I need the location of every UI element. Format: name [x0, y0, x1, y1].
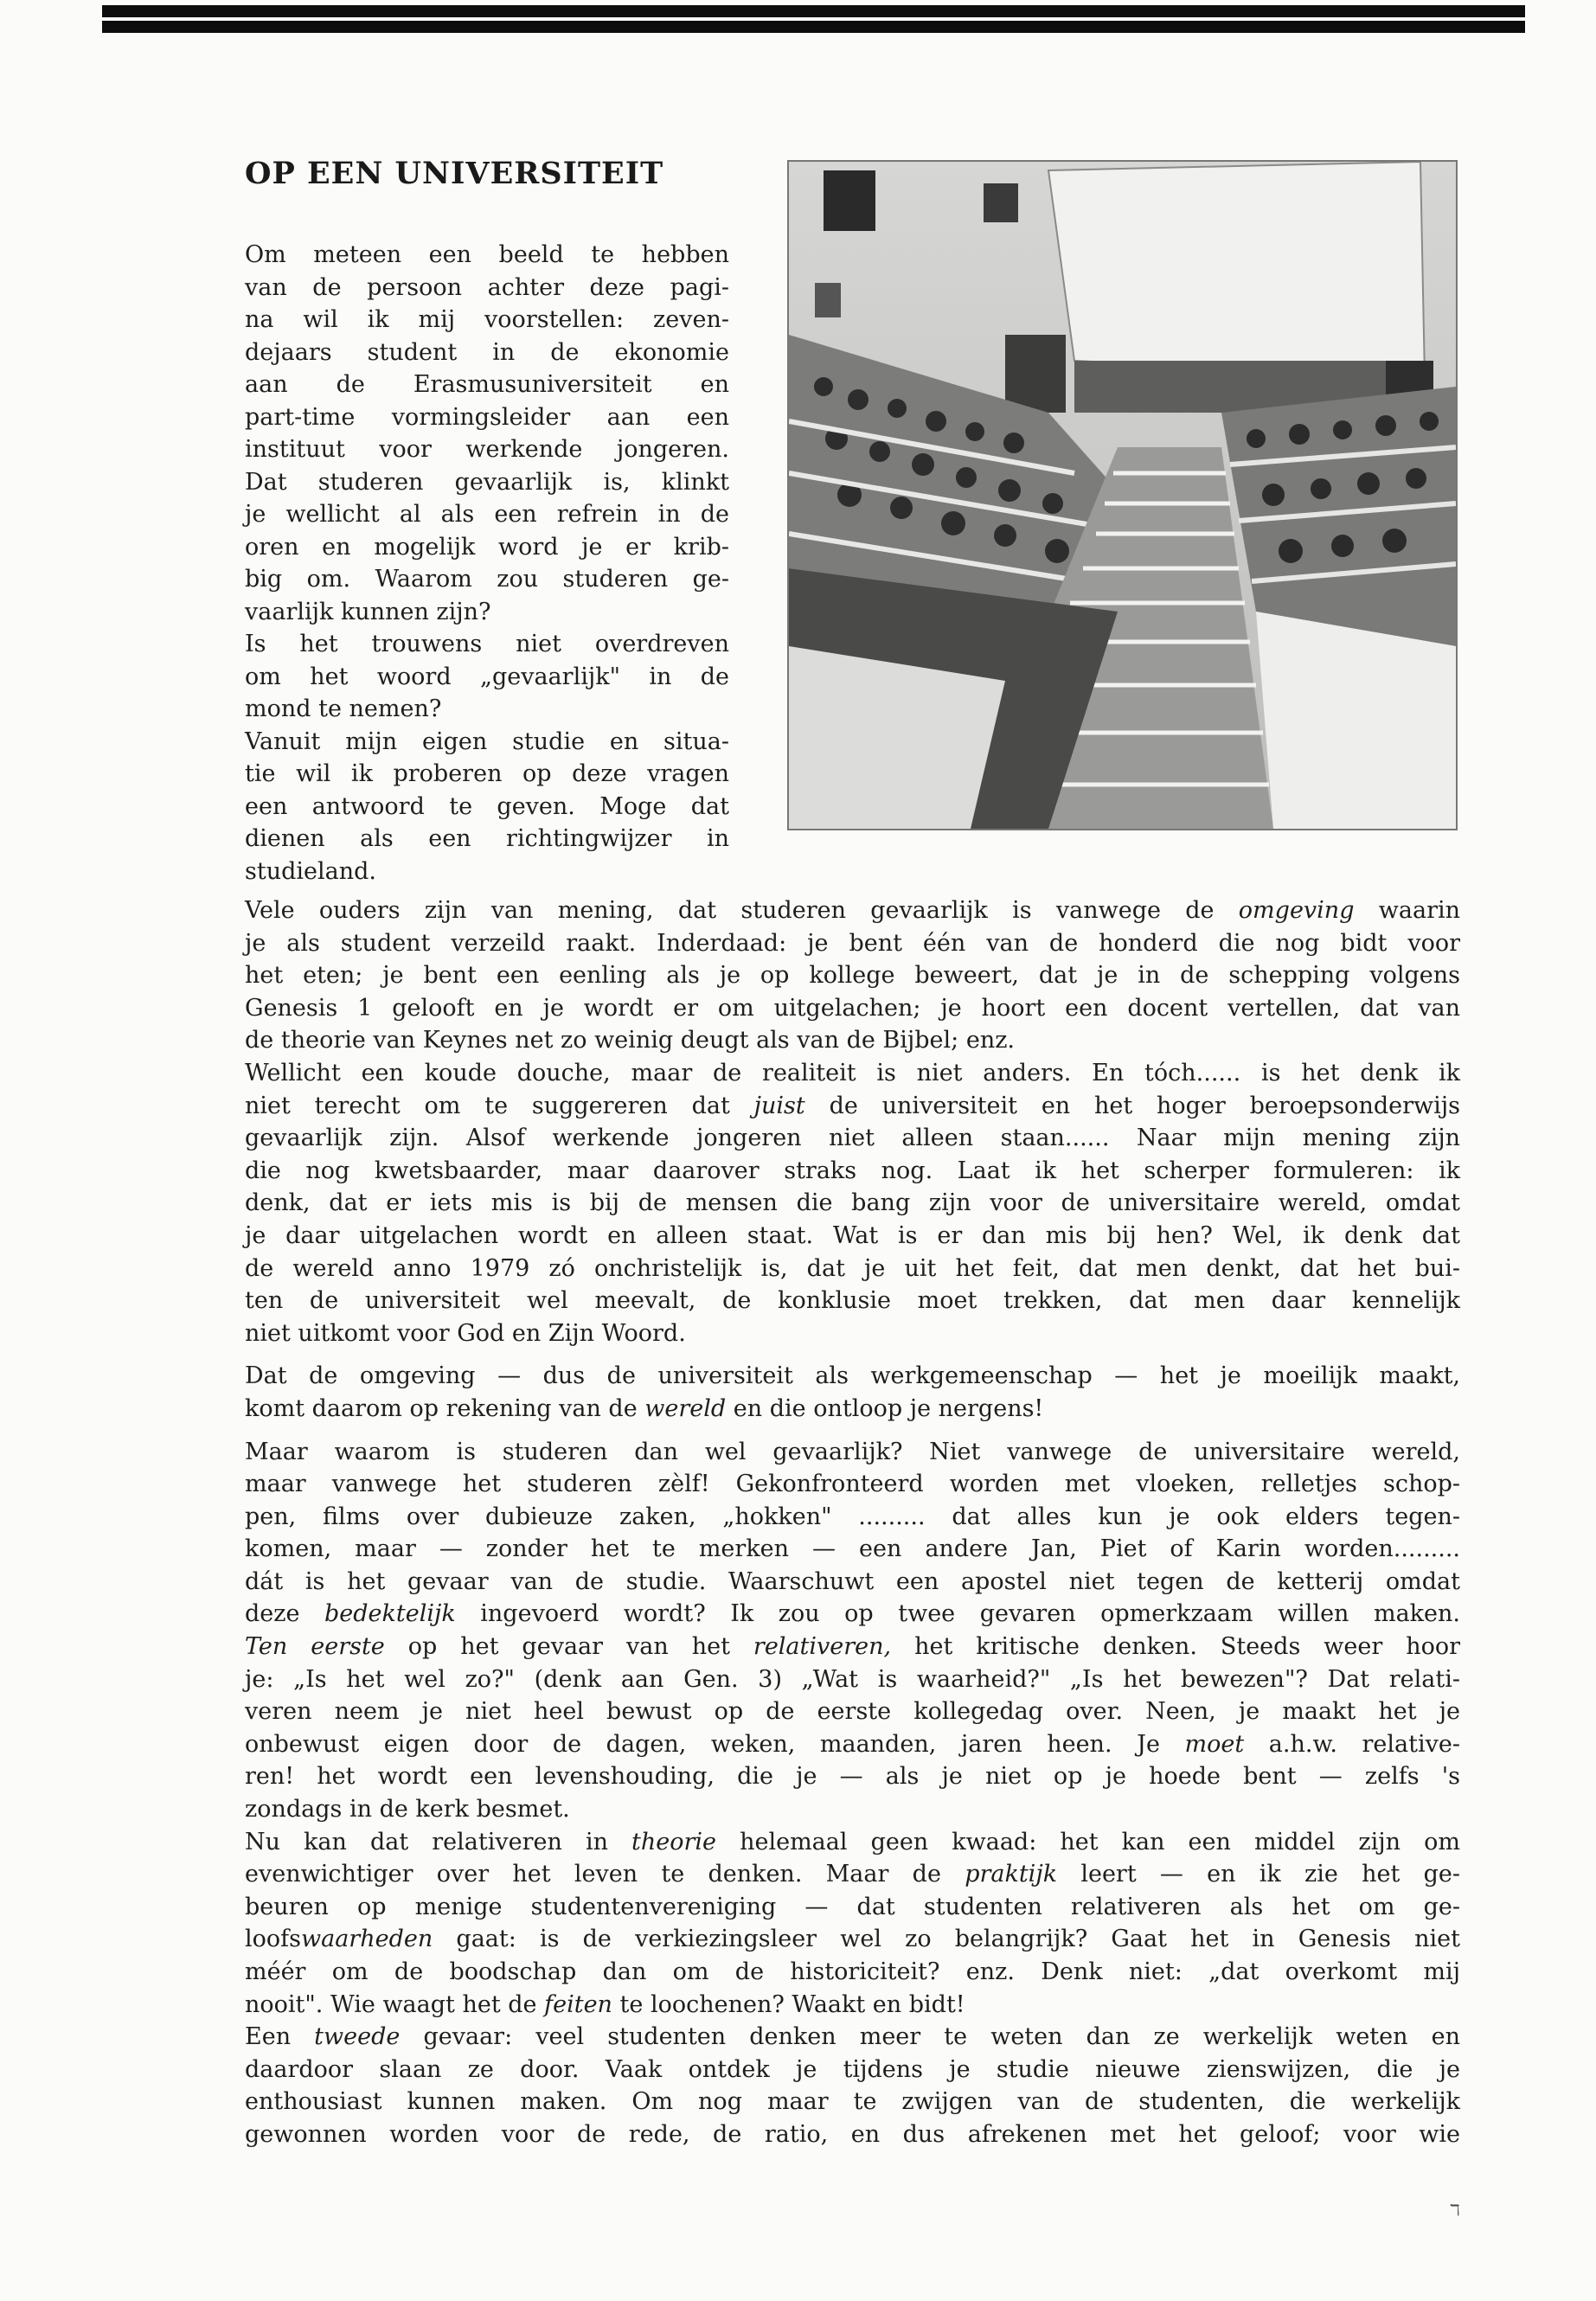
intro-line: om het woord „gevaarlijk" in de [245, 663, 729, 690]
intro-line: tie wil ik proberen op deze vragen [245, 760, 729, 787]
intro-line: dienen als een richtingwijzer in [245, 825, 729, 852]
body-line: daardoor slaan ze door. Vaak ontdek je tijdens je studie nieuwe zienswijzen, die je [245, 2055, 1460, 2083]
body-line: de wereld anno 1979 zó onchristelijk is, dat je uit het feit, dat men denkt, dat het bui- [245, 1254, 1460, 1282]
intro-line: aan de Erasmusuniversiteit en [245, 371, 729, 398]
article-body [245, 894, 1460, 2151]
intro-line: Is het trouwens niet overdreven [245, 631, 729, 657]
top-rule [102, 5, 1525, 33]
intro-line: instituut voor werkende jongeren. [245, 436, 729, 463]
intro-column [245, 239, 729, 888]
body-line: beuren op menige studentenvereniging — dat studenten relativeren als het om ge- [245, 1893, 1460, 1920]
body-line: gewonnen worden voor de rede, de ratio, en dus afrekenen met het geloof; voor wie [245, 2120, 1460, 2148]
body-line: dát is het gevaar van de studie. Waarschuwt een apostel niet tegen de ketterij omdat [245, 1567, 1460, 1595]
body-line: die nog kwetsbaarder, maar daarover straks nog. Laat ik het scherper formuleren: ik [245, 1157, 1460, 1184]
body-line: evenwichtiger over het leven te denken. Maar de praktijk leert — en ik zie het ge- [245, 1861, 1460, 1888]
page-mark: ℸ [1450, 2202, 1460, 2220]
intro-line: na wil ik mij voorstellen: zeven- [245, 306, 729, 333]
body-line: pen, films over dubieuze zaken, „hokken" ......... dat alles kun je ook elders tegen- [245, 1503, 1460, 1530]
body-line: Dat de omgeving — dus de universiteit als werkgemeenschap — het je moeilijk maakt, [245, 1362, 1460, 1390]
lecture-hall-photo [787, 160, 1458, 830]
body-line: denk, dat er iets mis is bij de mensen die bang zijn voor de universitaire wereld, omdat [245, 1189, 1460, 1217]
body-line: de theorie van Keynes net zo weinig deugt als van de Bijbel; enz. [245, 1027, 1016, 1054]
intro-line: oren en mogelijk word je er krib- [245, 533, 729, 561]
intro-line: een antwoord te geven. Moge dat [245, 792, 729, 820]
body-line: je als student verzeild raakt. Inderdaad: je bent één van de honderd die nog bidt voor [245, 929, 1460, 957]
body-line: je: „Is het wel zo?" (denk aan Gen. 3) „Wat is waarheid?" „Is het bewezen"? Dat relati- [245, 1665, 1460, 1693]
body-line: je daar uitgelachen wordt en alleen staat. Wat is er dan mis bij hen? Wel, ik denk dat [245, 1221, 1460, 1249]
body-line: gevaarlijk zijn. Alsof werkende jongeren niet alleen staan...... Naar mijn mening zijn [245, 1125, 1460, 1152]
body-line: komt daarom op rekening van de wereld en die ontloop je nergens! [245, 1394, 1044, 1422]
intro-line: big om. Waarom zou studeren ge- [245, 566, 729, 593]
intro-line: van de persoon achter deze pagi- [245, 273, 729, 301]
body-line: Wellicht een koude douche, maar de realiteit is niet anders. En tóch...... is het denk ik [245, 1059, 1460, 1086]
intro-line: mond te nemen? [245, 695, 442, 722]
intro-line: vaarlijk kunnen zijn? [245, 598, 491, 625]
body-line: Vele ouders zijn van mening, dat studeren gevaarlijk is vanwege de omgeving waarin [245, 897, 1461, 924]
body-line: komen, maar — zonder het te merken — een andere Jan, Piet of Karin worden......... [245, 1535, 1460, 1563]
body-line: onbewust eigen door de dagen, weken, maanden, jaren heen. Je moet a.h.w. relative- [245, 1730, 1460, 1758]
intro-line: Dat studeren gevaarlijk is, klinkt [245, 468, 729, 496]
body-line: zondags in de kerk besmet. [245, 1796, 570, 1823]
intro-line: part-time vormingsleider aan een [245, 403, 729, 431]
body-line: veren neem je niet heel bewust op de eerste kollegedag over. Neen, je maakt het je [245, 1698, 1460, 1726]
body-line: Een tweede gevaar: veel studenten denken meer te weten dan ze werkelijk weten en [245, 2023, 1460, 2051]
intro-line: je wellicht al als een refrein in de [245, 501, 729, 528]
body-line: Ten eerste op het gevaar van het relativeren, het kritische denken. Steeds weer hoor [245, 1633, 1460, 1661]
body-line: maar vanwege het studeren zèlf! Gekonfronteerd worden met vloeken, relletjes schop- [245, 1471, 1460, 1498]
body-line: ren! het wordt een levenshouding, die je — als je niet op je hoede bent — zelfs 's [245, 1763, 1460, 1791]
body-line: niet uitkomt voor God en Zijn Woord. [245, 1319, 686, 1347]
intro-line: Om meteen een beeld te hebben [245, 241, 729, 268]
body-line: Maar waarom is studeren dan wel gevaarlijk? Niet vanwege de universitaire wereld, [245, 1438, 1460, 1465]
body-line: niet terecht om te suggereren dat juist de universiteit en het hoger beroepsonderwijs [245, 1092, 1460, 1119]
body-line: Genesis 1 gelooft en je wordt er om uitgelachen; je hoort een docent vertellen, dat van [245, 994, 1460, 1022]
lecture-hall-illustration [789, 162, 1456, 829]
body-line: enthousiast kunnen maken. Om nog maar te zwijgen van de studenten, die werkelijk [245, 2088, 1460, 2116]
body-line: Nu kan dat relativeren in theorie helemaal geen kwaad: het kan een middel zijn om [245, 1828, 1460, 1856]
body-line: deze bedektelijk ingevoerd wordt? Ik zou op twee gevaren opmerkzaam willen maken. [245, 1600, 1460, 1628]
body-line: ten de universiteit wel meevalt, de konklusie moet trekken, dat men daar kennelijk [245, 1287, 1460, 1315]
body-line: loofswaarheden gaat: is de verkiezingsleer wel zo belangrijk? Gaat het in Genesis niet [245, 1926, 1460, 1953]
intro-line: Vanuit mijn eigen studie en situa- [245, 727, 729, 755]
intro-line: studieland. [245, 857, 376, 885]
body-line: het eten; je bent een eenling als je op kollege beweert, dat je in de schepping volgens [245, 962, 1460, 990]
body-line: méér om de boodschap dan om de historiciteit? enz. Denk niet: „dat overkomt mij [245, 1958, 1460, 1985]
intro-line: dejaars student in de ekonomie [245, 338, 729, 366]
page-title: OP EEN UNIVERSITEIT [245, 156, 664, 191]
body-line: nooit". Wie waagt het de feiten te loochenen? Waakt en bidt! [245, 1990, 965, 2018]
